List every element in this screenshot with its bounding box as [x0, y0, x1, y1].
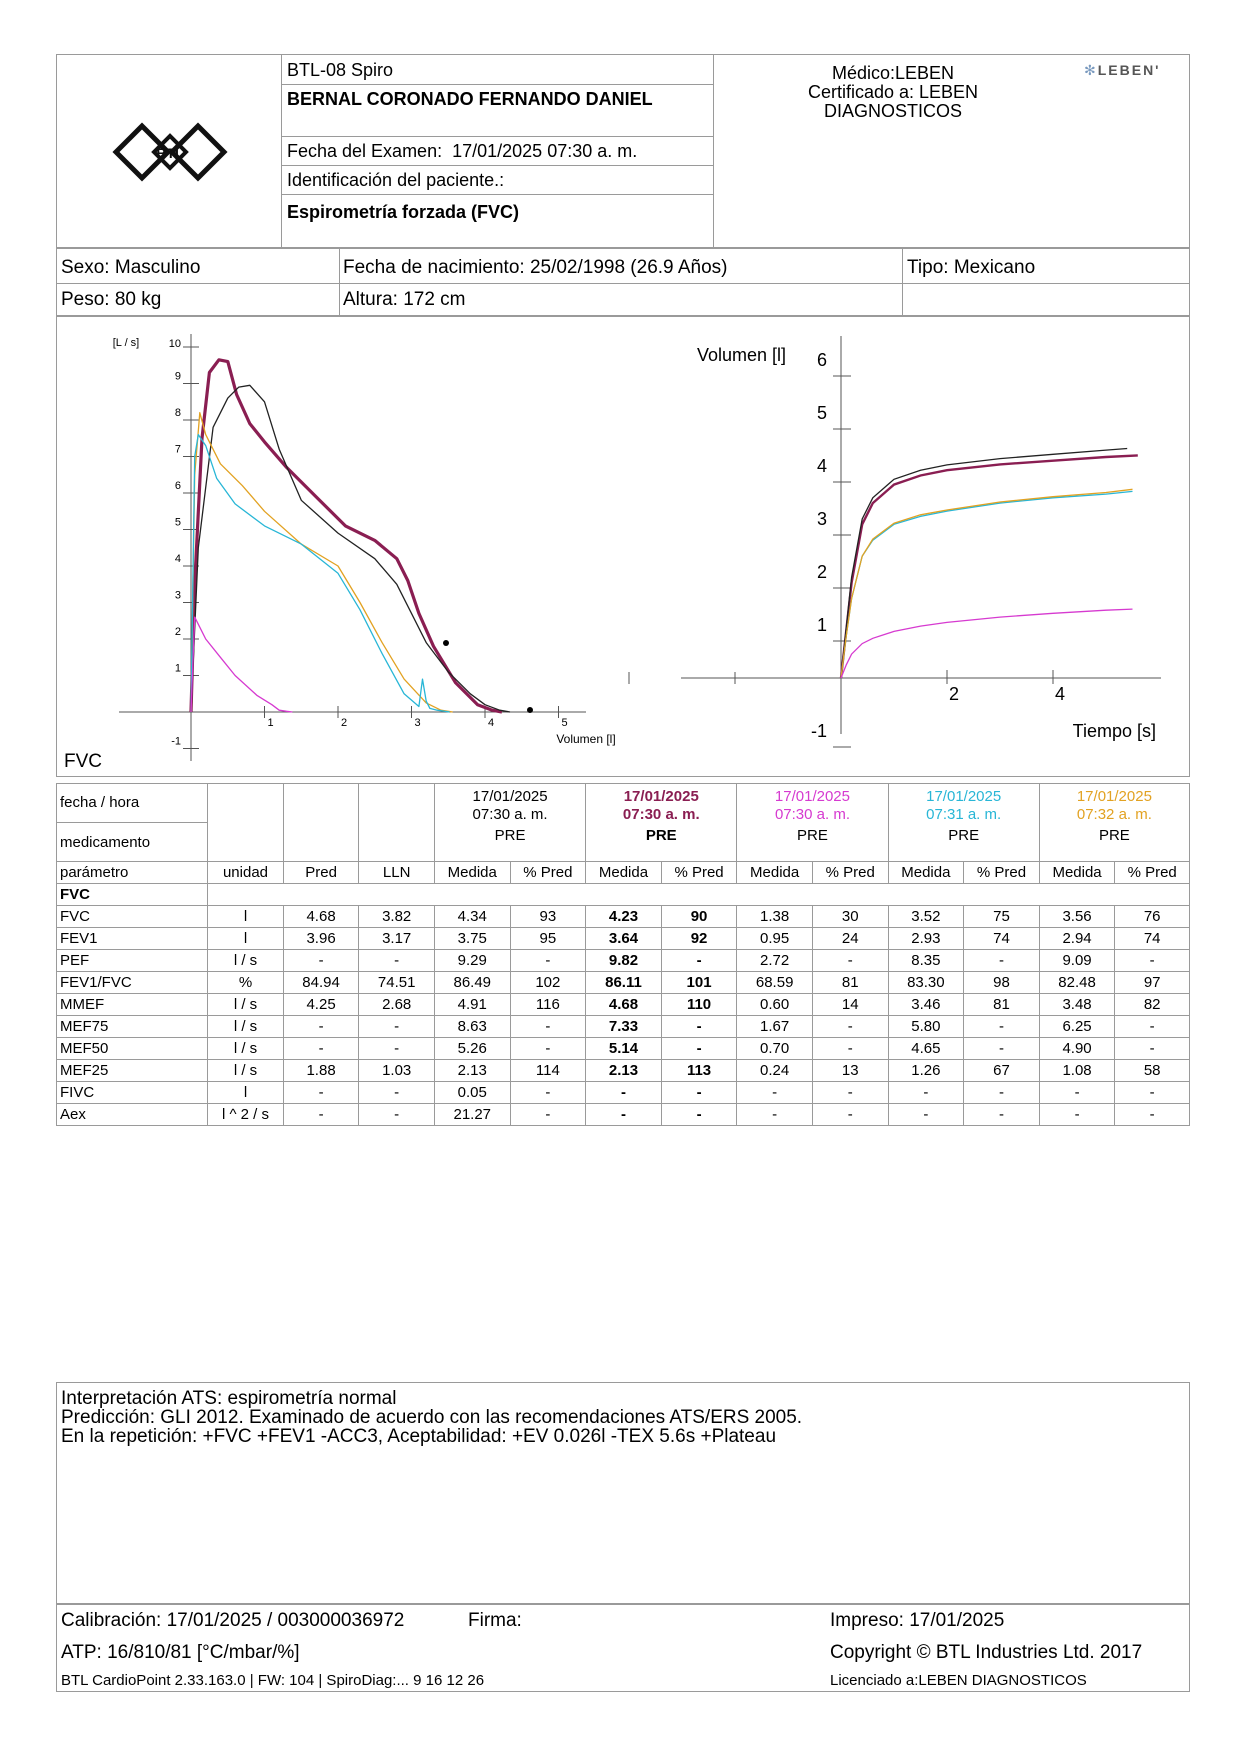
- column-header: % Pred: [812, 862, 888, 884]
- fv-x-tick-label: 1: [267, 717, 274, 729]
- table-cell: -: [359, 1016, 435, 1038]
- table-cell: 1.88: [283, 1060, 359, 1082]
- interpretation-line2: Predicción: GLI 2012. Examinado de acuerdo con las recomendaciones ATS/ERS 2005.: [61, 1407, 803, 1428]
- table-cell: 67: [964, 1060, 1040, 1082]
- table-cell: 86.49: [434, 972, 510, 994]
- table-cell: FVC: [57, 906, 208, 928]
- trial-date: 17/01/2025: [1076, 788, 1152, 805]
- trial-time: 07:31 a. m.: [926, 806, 1002, 823]
- trial-medication: PRE: [948, 827, 980, 844]
- table-cell: 0.60: [737, 994, 813, 1016]
- table-cell: 1.26: [888, 1060, 964, 1082]
- table-cell: 4.90: [1039, 1038, 1115, 1060]
- table-cell: 93: [510, 906, 586, 928]
- table-cell: 1.38: [737, 906, 813, 928]
- exam-date-label: Fecha del Examen:: [287, 141, 443, 161]
- trial-time: 07:30 a. m.: [622, 806, 700, 823]
- vt-xlabel: Tiempo [s]: [1072, 721, 1156, 741]
- fv-ylabel: [L / s]: [112, 337, 140, 349]
- interpretation-line1: Interpretación ATS: espirometría normal: [61, 1388, 397, 1409]
- fv-x-tick-label: 3: [414, 717, 421, 729]
- column-header: % Pred: [1115, 862, 1190, 884]
- table-cell: 1.67: [737, 1016, 813, 1038]
- exam-date: 17/01/2025 07:30 a. m.: [452, 141, 638, 161]
- table-cell: Aex: [57, 1104, 208, 1126]
- fv-series-line: [191, 413, 453, 712]
- table-cell: -: [1039, 1104, 1115, 1126]
- column-header: Medida: [586, 862, 662, 884]
- patient-birth: Fecha de nacimiento: 25/02/1998 (26.9 Años): [343, 257, 728, 278]
- table-cell: 95: [510, 928, 586, 950]
- table-cell: -: [964, 1104, 1040, 1126]
- table-cell: -: [283, 1038, 359, 1060]
- vt-x-tick-label: 4: [1055, 684, 1066, 704]
- table-cell: 81: [964, 994, 1040, 1016]
- table-cell: 4.68: [283, 906, 359, 928]
- doctor-block: [713, 64, 1073, 121]
- table-cell: -: [283, 1016, 359, 1038]
- patient-id-label: Identificación del paciente.:: [287, 170, 505, 190]
- table-cell: MEF50: [57, 1038, 208, 1060]
- table-cell: 1.08: [1039, 1060, 1115, 1082]
- table-cell: 3.17: [359, 928, 435, 950]
- table-cell: 74: [1115, 928, 1190, 950]
- table-cell: -: [359, 1038, 435, 1060]
- trial-date: 17/01/2025: [472, 788, 548, 805]
- trial-medication: PRE: [797, 827, 828, 844]
- table-cell: -: [661, 1082, 737, 1104]
- fv-marker: [527, 707, 533, 713]
- fv-y-tick-label: -1: [171, 735, 181, 748]
- table-cell: 2.13: [586, 1060, 662, 1082]
- empty-header-cell: [283, 784, 359, 862]
- btl-logo: [110, 120, 230, 184]
- table-cell: l: [208, 1082, 284, 1104]
- column-header: unidad: [208, 862, 284, 884]
- table-cell: 4.23: [586, 906, 662, 928]
- table-cell: 3.64: [586, 928, 662, 950]
- table-cell: 13: [812, 1060, 888, 1082]
- table-cell: l: [208, 928, 284, 950]
- table-cell: 2.93: [888, 928, 964, 950]
- table-cell: l / s: [208, 1038, 284, 1060]
- table-cell: 2.72: [737, 950, 813, 972]
- table-cell: -: [812, 950, 888, 972]
- table-cell: 21.27: [434, 1104, 510, 1126]
- patient-name: BERNAL CORONADO FERNANDO DANIEL: [287, 89, 653, 109]
- atp: ATP: 16/810/81 [°C/mbar/%]: [61, 1642, 300, 1663]
- trial-header: [888, 784, 1039, 862]
- column-header: Pred: [283, 862, 359, 884]
- table-cell: 82: [1115, 994, 1190, 1016]
- column-header: % Pred: [510, 862, 586, 884]
- column-header: parámetro: [57, 862, 208, 884]
- fv-y-tick-label: 2: [174, 626, 181, 638]
- leben-logo-icon: ✻: [1084, 62, 1098, 78]
- empty-header-cell: [359, 784, 435, 862]
- vt-y-tick-label: 6: [816, 350, 827, 370]
- volume-time-chart: [616, 316, 1188, 776]
- trial-medication: PRE: [494, 827, 526, 844]
- table-cell: 86.11: [586, 972, 662, 994]
- table-cell: 3.96: [283, 928, 359, 950]
- fv-y-tick-label: 8: [174, 407, 181, 419]
- fv-series-line: [191, 385, 510, 712]
- table-cell: l / s: [208, 950, 284, 972]
- table-cell: 74.51: [359, 972, 435, 994]
- certified-line2: DIAGNOSTICOS: [823, 101, 962, 121]
- trial-time: 07:30 a. m.: [472, 806, 548, 823]
- trial-header: [1039, 784, 1189, 862]
- licensed-to: Licenciado a:LEBEN DIAGNOSTICOS: [830, 1672, 1087, 1689]
- trial-date: 17/01/2025: [774, 788, 850, 805]
- table-cell: 102: [510, 972, 586, 994]
- trial-medication: PRE: [1098, 827, 1130, 844]
- fv-y-tick-label: 10: [168, 338, 181, 350]
- table-cell: 8.35: [888, 950, 964, 972]
- table-cell: 68.59: [737, 972, 813, 994]
- table-cell: 3.75: [434, 928, 510, 950]
- test-name: Espirometría forzada (FVC): [287, 202, 520, 222]
- trial-time: 07:30 a. m.: [774, 806, 850, 823]
- table-row: [57, 928, 1190, 950]
- trial-date: 17/01/2025: [926, 788, 1002, 805]
- table-cell: 113: [661, 1060, 737, 1082]
- column-header: Medida: [737, 862, 813, 884]
- column-header: Medida: [888, 862, 964, 884]
- table-cell: 5.26: [434, 1038, 510, 1060]
- table-cell: FEV1/FVC: [57, 972, 208, 994]
- table-cell: -: [510, 1104, 586, 1126]
- fv-y-tick-label: 7: [174, 443, 181, 456]
- patient-weight: Peso: 80 kg: [61, 289, 162, 310]
- device-name: BTL-08 Spiro: [287, 60, 394, 80]
- table-cell: -: [661, 1038, 737, 1060]
- btl-logo-text: BTL: [156, 145, 184, 161]
- fv-series-line: [191, 360, 502, 712]
- fv-marker: [443, 640, 449, 646]
- vt-series-line: [841, 491, 1133, 678]
- table-cell: -: [586, 1104, 662, 1126]
- table-cell: -: [964, 1016, 1040, 1038]
- vt-series-line: [841, 609, 1133, 678]
- table-cell: -: [964, 1082, 1040, 1104]
- table-cell: 2.94: [1039, 928, 1115, 950]
- section-row: [57, 884, 1190, 906]
- column-header: % Pred: [964, 862, 1040, 884]
- table-cell: -: [1115, 1016, 1190, 1038]
- patient-sex: Sexo: Masculino: [61, 257, 201, 278]
- table-cell: MEF75: [57, 1016, 208, 1038]
- table-cell: 5.14: [586, 1038, 662, 1060]
- table-cell: 9.82: [586, 950, 662, 972]
- table-row: [57, 950, 1190, 972]
- table-row: [57, 1060, 1190, 1082]
- table-cell: MEF25: [57, 1060, 208, 1082]
- table-cell: -: [812, 1104, 888, 1126]
- patient-height: Altura: 172 cm: [343, 289, 466, 310]
- trial-header: [434, 784, 585, 862]
- empty-header-cell: [208, 784, 284, 862]
- table-row: [57, 1082, 1190, 1104]
- table-cell: FEV1: [57, 928, 208, 950]
- trial-header: [737, 784, 888, 862]
- table-cell: 84.94: [283, 972, 359, 994]
- table-cell: -: [964, 950, 1040, 972]
- table-row: [57, 1016, 1190, 1038]
- table-row: [57, 1038, 1190, 1060]
- vt-y-tick-label: 3: [816, 509, 827, 529]
- table-cell: 74: [964, 928, 1040, 950]
- table-cell: -: [283, 1104, 359, 1126]
- table-cell: 5.80: [888, 1016, 964, 1038]
- table-cell: 3.56: [1039, 906, 1115, 928]
- table-cell: PEF: [57, 950, 208, 972]
- vt-y-tick-label: 4: [816, 456, 827, 476]
- table-header-row: [57, 784, 1190, 862]
- table-cell: 9.09: [1039, 950, 1115, 972]
- table-cell: -: [812, 1038, 888, 1060]
- flow-volume-chart: [56, 316, 616, 776]
- table-cell: l ^ 2 / s: [208, 1104, 284, 1126]
- fv-y-tick-label: 1: [174, 662, 181, 675]
- fv-xlabel: Volumen [l]: [556, 732, 616, 746]
- section-label: FVC: [57, 884, 208, 906]
- fecha-label: fecha / hora: [57, 784, 207, 823]
- table-cell: -: [888, 1104, 964, 1126]
- table-row: [57, 994, 1190, 1016]
- fv-x-tick-label: 4: [488, 717, 495, 729]
- trial-date: 17/01/2025: [623, 788, 699, 805]
- table-cell: 4.91: [434, 994, 510, 1016]
- leben-logo: [1084, 62, 1161, 79]
- column-header: Medida: [1039, 862, 1115, 884]
- table-cell: 97: [1115, 972, 1190, 994]
- table-cell: 3.82: [359, 906, 435, 928]
- table-cell: 114: [510, 1060, 586, 1082]
- trial-medication: PRE: [645, 827, 677, 844]
- table-cell: -: [510, 1082, 586, 1104]
- table-cell: -: [586, 1082, 662, 1104]
- vt-y-tick-label: 2: [816, 562, 827, 582]
- table-cell: -: [1115, 1082, 1190, 1104]
- table-cell: 3.48: [1039, 994, 1115, 1016]
- table-cell: 101: [661, 972, 737, 994]
- table-cell: -: [737, 1082, 813, 1104]
- table-cell: 98: [964, 972, 1040, 994]
- calibration: Calibración: 17/01/2025 / 003000036972: [61, 1610, 405, 1631]
- table-row: [57, 1104, 1190, 1126]
- fv-y-tick-label: 4: [174, 553, 181, 565]
- table-cell: 4.25: [283, 994, 359, 1016]
- table-cell: -: [964, 1038, 1040, 1060]
- table-cell: -: [888, 1082, 964, 1104]
- doctor-line: Médico:LEBEN: [831, 63, 955, 83]
- table-cell: 3.52: [888, 906, 964, 928]
- column-header: % Pred: [661, 862, 737, 884]
- table-cell: 0.95: [737, 928, 813, 950]
- trial-time: 07:32 a. m.: [1076, 806, 1152, 823]
- table-cell: -: [812, 1082, 888, 1104]
- table-cell: 82.48: [1039, 972, 1115, 994]
- vt-y-tick-label: -1: [810, 721, 827, 741]
- table-cell: -: [510, 1038, 586, 1060]
- trial-header: [586, 784, 737, 862]
- table-cell: -: [661, 1016, 737, 1038]
- certified-line1: Certificado a: LEBEN: [807, 82, 979, 102]
- printed-date: Impreso: 17/01/2025: [830, 1610, 1005, 1631]
- table-cell: l / s: [208, 1060, 284, 1082]
- results-table: [56, 783, 1190, 1126]
- table-cell: -: [283, 1082, 359, 1104]
- table-cell: %: [208, 972, 284, 994]
- table-cell: 8.63: [434, 1016, 510, 1038]
- table-cell: MMEF: [57, 994, 208, 1016]
- fecha-medicamento-cell: [57, 784, 208, 862]
- table-cell: 0.24: [737, 1060, 813, 1082]
- table-cell: l / s: [208, 1016, 284, 1038]
- table-cell: FIVC: [57, 1082, 208, 1104]
- table-cell: -: [812, 1016, 888, 1038]
- table-cell: 3.46: [888, 994, 964, 1016]
- table-cell: 0.70: [737, 1038, 813, 1060]
- table-cell: 92: [661, 928, 737, 950]
- fv-x-tick-label: 2: [341, 717, 348, 729]
- table-cell: 30: [812, 906, 888, 928]
- table-cell: -: [283, 950, 359, 972]
- table-cell: 2.68: [359, 994, 435, 1016]
- table-cell: -: [661, 950, 737, 972]
- table-cell: 90: [661, 906, 737, 928]
- interpretation-line3: En la repetición: +FVC +FEV1 -ACC3, Aceptabilidad: +EV 0.026l -TEX 5.6s +Plateau: [61, 1426, 777, 1447]
- table-cell: -: [1115, 950, 1190, 972]
- table-cell: 4.65: [888, 1038, 964, 1060]
- table-cell: -: [359, 1104, 435, 1126]
- table-cell: -: [359, 950, 435, 972]
- vt-series-line: [841, 449, 1127, 679]
- table-cell: 81: [812, 972, 888, 994]
- table-cell: 58: [1115, 1060, 1190, 1082]
- medic-label: medicamento: [60, 834, 151, 851]
- table-row: [57, 972, 1190, 994]
- vt-y-tick-label: 1: [816, 615, 827, 635]
- table-cell: 0.05: [434, 1082, 510, 1104]
- column-header: LLN: [359, 862, 435, 884]
- table-cell: -: [1115, 1104, 1190, 1126]
- signature-label: Firma:: [468, 1610, 522, 1631]
- table-cell: 83.30: [888, 972, 964, 994]
- vt-x-tick-label: 2: [949, 684, 960, 704]
- table-cell: -: [661, 1104, 737, 1126]
- fv-y-tick-label: 6: [174, 480, 181, 492]
- table-cell: 110: [661, 994, 737, 1016]
- table-cell: 75: [964, 906, 1040, 928]
- patient-type: Tipo: Mexicano: [907, 257, 1036, 278]
- table-cell: 6.25: [1039, 1016, 1115, 1038]
- vt-y-tick-label: 5: [816, 403, 827, 423]
- table-cell: 14: [812, 994, 888, 1016]
- table-cell: 9.29: [434, 950, 510, 972]
- fv-series-line: [191, 435, 450, 712]
- exam-date-row: [287, 141, 637, 162]
- leben-logo-text: LEBEN': [1097, 62, 1161, 78]
- table-cell: -: [737, 1104, 813, 1126]
- table-cell: l / s: [208, 994, 284, 1016]
- table-cell: -: [510, 950, 586, 972]
- table-cell: 24: [812, 928, 888, 950]
- table-row: [57, 906, 1190, 928]
- table-cell: 76: [1115, 906, 1190, 928]
- software-version: BTL CardioPoint 2.33.163.0 | FW: 104 | SpiroDiag:... 9 16 12 26: [61, 1672, 485, 1689]
- interpretation-text: [61, 1389, 802, 1446]
- column-header: Medida: [434, 862, 510, 884]
- table-cell: -: [1115, 1038, 1190, 1060]
- table-cell: 116: [510, 994, 586, 1016]
- fv-corner-label: FVC: [64, 751, 102, 772]
- fv-x-tick-label: 5: [561, 717, 568, 729]
- vt-series-line: [841, 455, 1138, 678]
- table-cell: 1.03: [359, 1060, 435, 1082]
- table-cell: 4.34: [434, 906, 510, 928]
- copyright: Copyright © BTL Industries Ltd. 2017: [830, 1642, 1143, 1663]
- vt-ylabel: Volumen [l]: [696, 345, 786, 365]
- fv-y-tick-label: 3: [174, 589, 181, 602]
- fv-y-tick-label: 5: [174, 516, 181, 529]
- column-header-row: [57, 862, 1190, 884]
- table-cell: -: [359, 1082, 435, 1104]
- fv-series-line: [191, 617, 292, 712]
- table-cell: l: [208, 906, 284, 928]
- table-cell: 2.13: [434, 1060, 510, 1082]
- section-filler: [208, 884, 1190, 906]
- fv-y-tick-label: 9: [174, 370, 181, 383]
- vt-series-line: [841, 489, 1133, 678]
- table-cell: -: [510, 1016, 586, 1038]
- table-cell: 7.33: [586, 1016, 662, 1038]
- table-cell: -: [1039, 1082, 1115, 1104]
- table-cell: 4.68: [586, 994, 662, 1016]
